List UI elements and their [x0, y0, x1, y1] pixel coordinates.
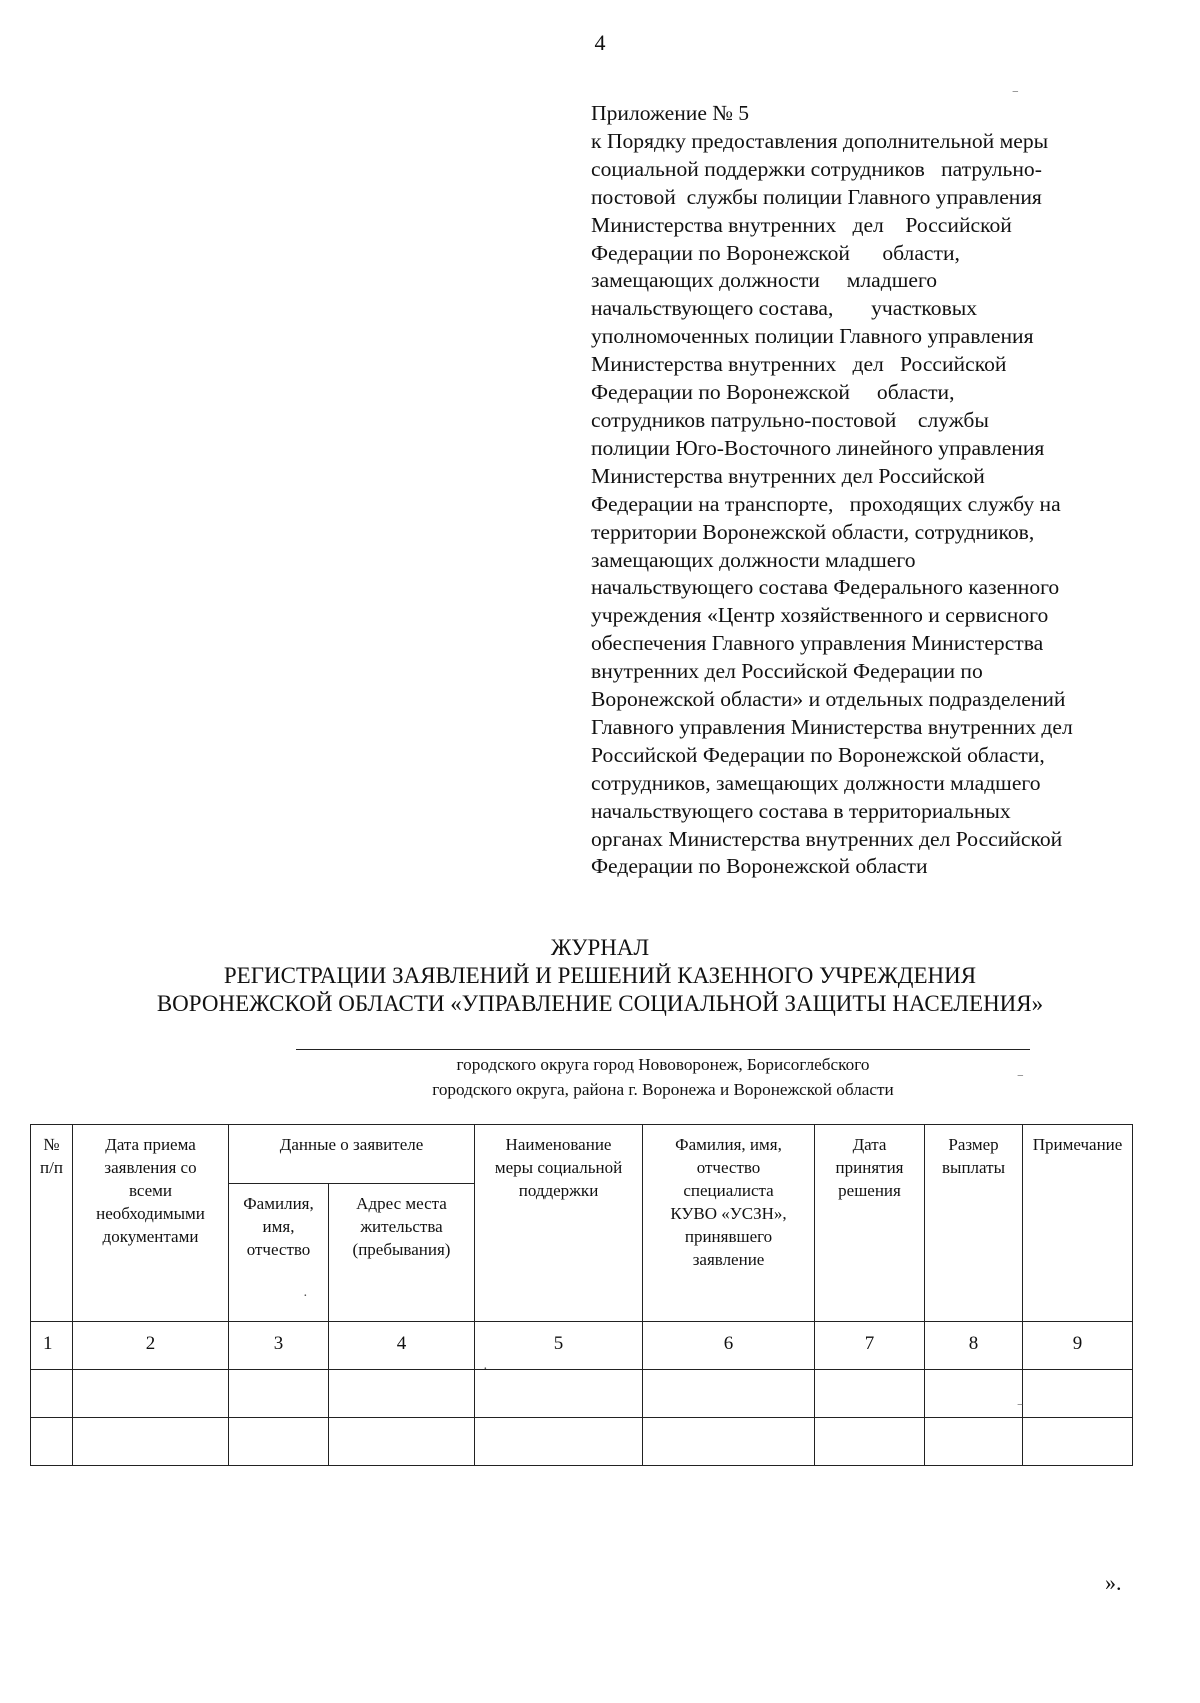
scan-speck: ‾	[1018, 1404, 1023, 1419]
header-payment-amount: Размер выплаты	[925, 1125, 1023, 1322]
table-cell	[475, 1418, 643, 1466]
appendix-line: Федерации по Воронежской области,	[591, 380, 955, 405]
registration-journal-table	[30, 1124, 1133, 1466]
table-cell	[31, 1418, 73, 1466]
header-applicant-data: Данные о заявителе	[229, 1125, 475, 1184]
appendix-line: сотрудников патрульно-постовой службы	[591, 407, 989, 432]
appendix-line: начальствующего состава Федерального казенного	[591, 575, 1060, 600]
table-cell	[815, 1418, 925, 1466]
column-number-row	[31, 1322, 1133, 1370]
header-applicant-address: Адрес места жительства (пребывания)	[329, 1184, 475, 1322]
appendix-line: Главного управления Министерства внутренних дел	[591, 714, 1073, 739]
appendix-header	[591, 100, 1151, 881]
header-support-measure: Наименование меры социальной поддержки	[475, 1125, 643, 1322]
header-specialist: Фамилия, имя, отчество специалиста КУВО «УСЗН», принявшего заявление	[643, 1125, 815, 1322]
table-cell	[329, 1418, 475, 1466]
institution-line-1: городского округа город Нововоронеж, Борисоглебского	[456, 1055, 870, 1074]
scan-speck: ·	[483, 1362, 488, 1377]
appendix-line: органах Министерства внутренних дел Российской	[591, 826, 1063, 851]
header-note: Примечание	[1023, 1125, 1133, 1322]
appendix-line: полиции Юго-Восточного линейного управления	[591, 435, 1045, 460]
appendix-line: обеспечения Главного управления Министерства	[591, 631, 1044, 656]
title-line-3: ВОРОНЕЖСКОЙ ОБЛАСТИ «УПРАВЛЕНИЕ СОЦИАЛЬНОЙ ЗАЩИТЫ НАСЕЛЕНИЯ»	[156, 991, 1044, 1016]
appendix-line: Воронежской области» и отдельных подразделений	[591, 687, 1066, 712]
appendix-line: Министерства внутренних дел Российской	[591, 463, 985, 488]
appendix-line: учреждения «Центр хозяйственного и сервисного	[591, 603, 1049, 628]
appendix-line: Российской Федерации по Воронежской области,	[591, 742, 1045, 767]
table-cell	[815, 1370, 925, 1418]
appendix-line: Федерации на транспорте, проходящих службу на	[591, 491, 1061, 516]
column-number: 4	[329, 1322, 475, 1370]
table-cell	[643, 1370, 815, 1418]
column-number: 9	[1023, 1322, 1133, 1370]
column-number: 1	[31, 1322, 73, 1370]
appendix-line: уполномоченных полиции Главного управления	[591, 324, 1034, 349]
appendix-line: внутренних дел Российской Федерации по	[591, 659, 983, 684]
table-cell	[1023, 1370, 1133, 1418]
table-cell	[475, 1370, 643, 1418]
appendix-line: Министерства внутренних дел Российской	[591, 352, 1007, 377]
title-line-1: ЖУРНАЛ	[550, 935, 650, 960]
page-number: 4	[594, 30, 606, 55]
appendix-line: Приложение № 5	[591, 101, 750, 125]
appendix-line: замещающих должности младшего	[591, 268, 938, 293]
table-row	[31, 1418, 1133, 1466]
table-row	[31, 1370, 1133, 1418]
table-cell	[1023, 1418, 1133, 1466]
table-cell	[643, 1418, 815, 1466]
appendix-line: Министерства внутренних дел Российской	[591, 212, 1012, 237]
table-cell	[329, 1370, 475, 1418]
table-cell	[31, 1370, 73, 1418]
appendix-line: территории Воронежской области, сотрудников,	[591, 519, 1035, 544]
appendix-line: замещающих должности младшего	[591, 547, 916, 572]
header-date-received: Дата приема заявления со всеми необходимыми документами	[73, 1125, 229, 1322]
column-number: 8	[925, 1322, 1023, 1370]
title-line-2: РЕГИСТРАЦИИ ЗАЯВЛЕНИЙ И РЕШЕНИЙ КАЗЕННОГО УЧРЕЖДЕНИЯ	[223, 963, 977, 988]
table-cell	[925, 1370, 1023, 1418]
header-number: № п/п	[31, 1125, 73, 1322]
fill-in-line	[296, 1049, 1030, 1050]
table-cell	[73, 1370, 229, 1418]
column-number: 6	[643, 1322, 815, 1370]
journal-title	[0, 934, 1200, 1018]
column-number: 5	[475, 1322, 643, 1370]
table-cell	[229, 1418, 329, 1466]
header-decision-date: Дата принятия решения	[815, 1125, 925, 1322]
column-number: 3	[229, 1322, 329, 1370]
appendix-line: Федерации по Воронежской области	[591, 854, 928, 879]
appendix-line: к Порядку предоставления дополнительной меры	[591, 128, 1049, 153]
appendix-line: сотрудников, замещающих должности младшего	[591, 770, 1041, 795]
table-cell	[73, 1418, 229, 1466]
header-row-1	[31, 1125, 1133, 1184]
appendix-line: Федерации по Воронежской области,	[591, 240, 960, 265]
scan-speck: ‾	[1013, 91, 1018, 106]
scan-speck: ‾	[1018, 1075, 1023, 1090]
column-number: 7	[815, 1322, 925, 1370]
scan-speck: ·	[303, 1289, 308, 1304]
table-cell	[229, 1370, 329, 1418]
closing-quote-mark: ».	[1105, 1570, 1122, 1595]
appendix-line: социальной поддержки сотрудников патрульно-	[591, 156, 1042, 181]
table-cell	[925, 1418, 1023, 1466]
header-applicant-name: Фамилия, имя, отчество	[229, 1184, 329, 1322]
appendix-line: начальствующего состава, участковых	[591, 296, 978, 321]
appendix-line: начальствующего состава в территориальных	[591, 798, 1011, 823]
column-number: 2	[73, 1322, 229, 1370]
institution-name	[296, 1052, 1030, 1102]
appendix-line: постовой службы полиции Главного управления	[591, 184, 1042, 209]
institution-line-2: городского округа, района г. Воронежа и Воронежской области	[432, 1080, 894, 1099]
